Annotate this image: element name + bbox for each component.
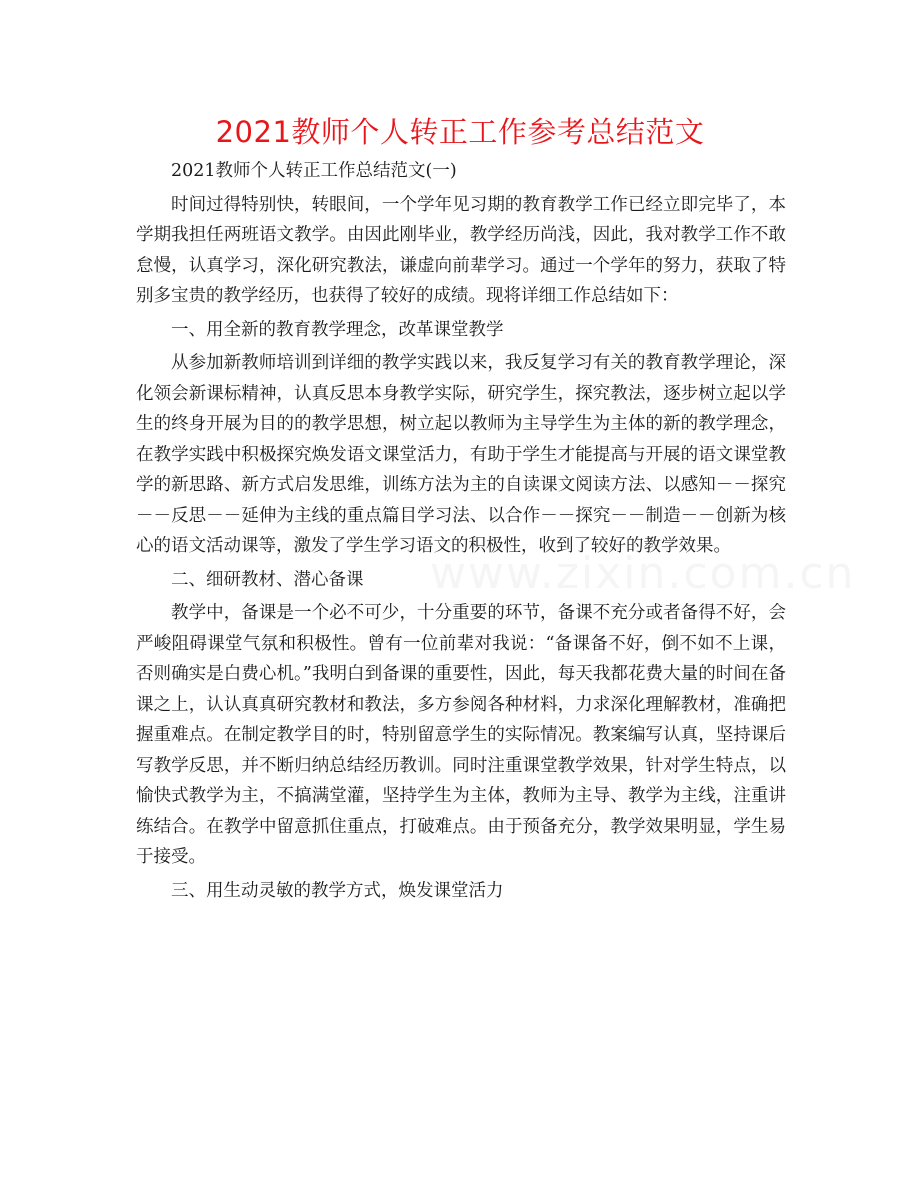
paragraph-intro: 时间过得特别快，转眼间，一个学年见习期的教育教学工作已经立即完毕了，本学期我担任两班语文教学。由因此刚毕业，教学经历尚浅，因此，我对教学工作不敢怠慢，认真学习，深化研究教法，谦虚向前辈学习。通过一个学年的努力，获取了特别多宝贵的教学经历，也获得了较好的成绩。现将详细工作总结如下： xyxy=(136,194,786,306)
paragraph-section-2: 教学中，备课是一个必不可少，十分重要的环节，备课不充分或者备得不好，会严峻阻碍课堂气氛和积极性。曾有一位前辈对我说：“备课备不好，倒不如不上课，否则确实是白费心机。”我明白到备课的重要性，因此，每天我都花费大量的时间在备课之上，认认真真研究教材和教法，多方参阅各种材料，力求深化理解教材，准确把握重难点。在制定教学目的时，特别留意学生的实际情况。教案编写认真，坚持课后写教学反思，并不断归纳总结经历教训。同时注重课堂教学效果，针对学生特点，以愉快式教学为主，不搞满堂灌，坚持学生为主体，教师为主导、教学为主线，注重讲练结合。在教学中留意抓住重点，打破难点。由于预备充分，教学效果明显，学生易于接受。 xyxy=(136,603,786,867)
document-body xyxy=(136,156,786,906)
watermark-text: www.zixin.com.cn xyxy=(430,548,856,599)
section-heading-2: 二、细研教材、潜心备课 xyxy=(171,569,364,590)
section-heading-1: 一、用全新的教育教学理念，改革课堂教学 xyxy=(171,319,504,340)
section-heading-3: 三、用生动灵敏的教学方式，焕发课堂活力 xyxy=(171,880,504,901)
paragraph-section-1: 从参加新教师培训到详细的教学实践以来，我反复学习有关的教育教学理论，深化领会新课标精神，认真反思本身教学实际，研究学生，探究教法，逐步树立起以学生的终身开展为目的的教学思想，树立起以教师为主导学生为主体的新的教学理念，在教学实践中积极探究焕发语文课堂活力，有助于学生才能提高与开展的语文课堂教学的新思路、新方式启发思维，训练方法为主的自读课文阅读方法、以感知－－探究－－反思－－延伸为主线的重点篇目学习法、以合作－－探究－－制造－－创新为核心的语文活动课等，激发了学生学习语文的积极性，收到了较好的教学效果。 xyxy=(136,353,786,556)
document-title: 2021教师个人转正工作参考总结范文 xyxy=(215,115,705,149)
subtitle: 2021教师个人转正工作总结范文(一) xyxy=(171,161,457,181)
